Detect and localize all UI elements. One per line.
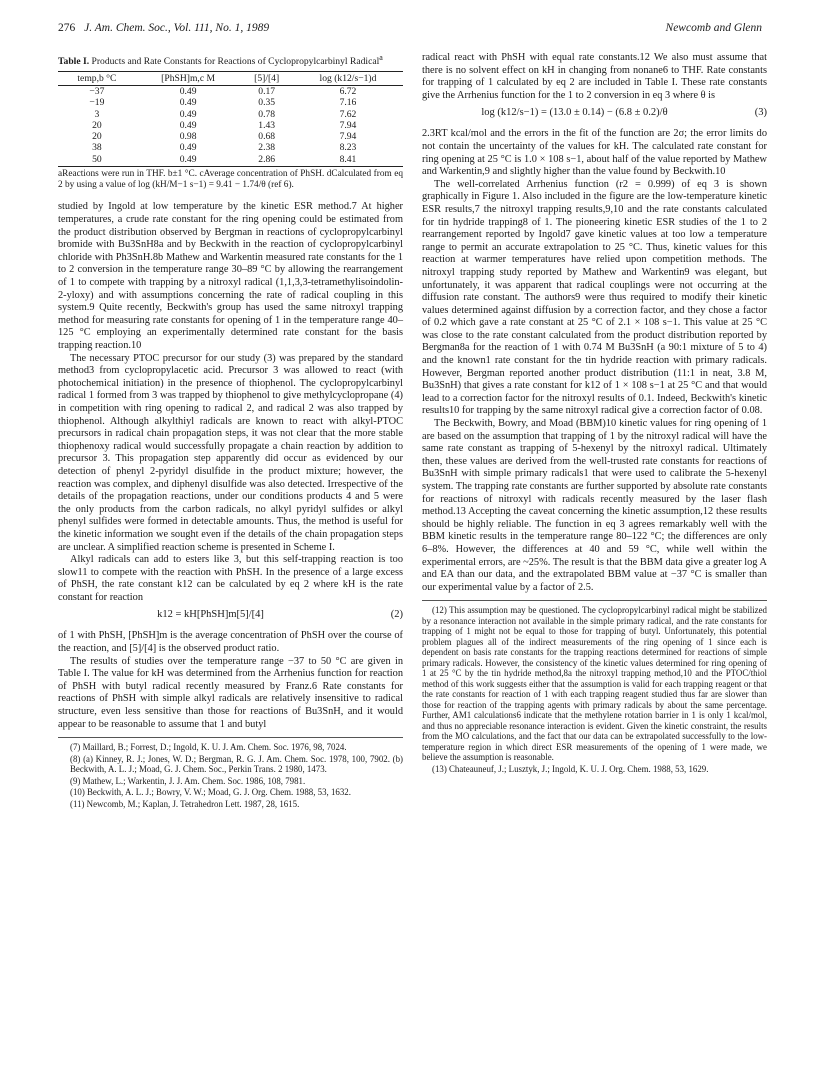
journal-citation: J. Am. Chem. Soc., Vol. 111, No. 1, 1989 bbox=[84, 22, 270, 34]
table-cell: 8.23 bbox=[339, 142, 357, 154]
page-number: 276 bbox=[58, 22, 76, 34]
table-cell: 0.98 bbox=[179, 131, 197, 143]
body-paragraph: The necessary PTOC precursor for our study (3) was prepared by the standard method3 from cyclopropylacetic acid. Precursor 3 was allowed to react (with photochemical initiation) in the presence of thiophenol. The cyclopropylcarbinyl radical 1 formed from 3 was trapped by thiophenol to give methylcyclopropane (4) in competition with ring opening to radical 2, and radical 2 was also trapped by thiophenol. Although alkylthiyl radicals are known to react with alkyl-PTOC precursors in radical chain propagation steps, it was not clear that the more stable thiophenoxy radical would successfully propagate a chain reaction by addition to precursor 3. This propagation step apparently did occur as evidenced by our detection of phenyl 2-pyridyl disulfide in the product mixture; however, the reaction was complex, and diphenyl disulfide was also detected. Irrespective of the details of the propagation reactions, under our conditions products 4 and 5 were the only products from the carbon radicals, no alkyl pyridyl sulfides or alkyl phenyl sulfides were formed in detectable amounts. Thus, the method is useful for the kinetic information we sought even if the details of the chain propagation steps are unclear. A simplified reaction scheme is presented in Scheme I. bbox=[58, 352, 403, 553]
table-title-mark: a bbox=[379, 53, 383, 62]
references-right bbox=[422, 600, 767, 774]
reference-item: (9) Mathew, L.; Warkentin, J. J. Am. Chem. Soc. 1986, 108, 7981. bbox=[70, 775, 306, 786]
table-row bbox=[58, 154, 403, 167]
table-cell: 0.35 bbox=[258, 97, 276, 109]
table-row bbox=[58, 109, 403, 120]
table-cell: 20 bbox=[92, 131, 102, 143]
reference-item: (10) Beckwith, A. L. J.; Bowry, V. W.; Moad, G. J. Org. Chem. 1988, 53, 1632. bbox=[70, 787, 351, 798]
right-column bbox=[422, 52, 767, 775]
reference-item: (12) This assumption may be questioned. The cyclopropylcarbinyl radical might be stabilized by a resonance interaction not available in the simple primary radical, and the rate constants for trapping of 1 might not be equal to those for trapping of butyl. Unfortunately, this potential problem plagues all of the indirect measurements of the ring opening of 1 since each is dependent on basis rate constants for the trapping reactions determined for reactions of simple primary radicals. However, the consistency of the kinetic values determined for ring opening of 1 at 25 °C by the tin hydride method,8a the nitroxyl trapping method,10 and the PTOC/thiol method of this work suggests either that the assumption is valid for each trapping reagent or that the rate constants for reaction of 1 with each trapping reagent studied thus far are slower than those for reaction of the trapping agents with primary radicals by about the same percentage. Further, AM1 calculations6 indicate that the methylene rotation barrier in 1 is only 1 kcal/mol, and thus no appreciable resonance interaction is evident. Given the kinetic constraint, the results from the MO calculations, and the fact that our data can be extrapolated successfully to the low-temperature region in which direct ESR measurements of the opening of 1 were made, we believe the assumption is reasonable. bbox=[422, 605, 767, 763]
reference-item: (7) Maillard, B.; Forrest, D.; Ingold, K. U. J. Am. Chem. Soc. 1976, 98, 7024. bbox=[70, 742, 347, 753]
equation-3-number: (3) bbox=[754, 107, 767, 119]
table-cell: 0.78 bbox=[258, 108, 276, 120]
table-footnotes: aReactions were run in THF. b±1 °C. cAverage concentration of PhSH. dCalculated from eq 2 by using a value of log (kH/M−1 s−1) = 9.41 − 1.74/θ (ref 6). bbox=[58, 169, 403, 191]
equation-2 bbox=[58, 609, 403, 625]
equation-3-expression: log (k12/s−1) = (13.0 ± 0.14) − (6.8 ± 0.2)/θ bbox=[481, 107, 668, 119]
table-title-text: Products and Rate Constants for Reactions of Cyclopropylcarbinyl Radical bbox=[91, 56, 380, 68]
table-row bbox=[58, 142, 403, 153]
body-paragraph: studied by Ingold at low temperature by the kinetic ESR method.7 At higher temperatures, a crude rate constant for the ring opening could be estimated from the product distribution observed by Bergman in reactions of cyclopropylcarbinyl bromide with Bu3SnH8a and by Beckwith in the reaction of cyclopropylcarbinyl chloride with Ph3SnH.8b Mathew and Warkentin measured rate constants for the 1 to 2 conversion in the temperature range 30–89 °C by allowing the rearrangement of 1 to compete with trapping by a nitroxyl radical (1,1,3,3-tetramethylisoindolin-2-yloxy) and with assumptions concerning the rate of radical coupling in this system.9 Quite recently, Beckwith's group has used the same nitroxyl trapping method for measuring rate constants for opening of 1 in the temperature range 40–125 °C employing an experimentally determined rate constant for the basis trapping reaction.10 bbox=[58, 201, 403, 351]
equation-2-expression: k12 = kH[PhSH]m[5]/[4] bbox=[157, 609, 264, 621]
col-header-temp: temp,b °C bbox=[58, 71, 136, 85]
table-cell: 2.86 bbox=[240, 154, 293, 167]
reference-item: (13) Chateauneuf, J.; Lusztyk, J.; Ingold, K. U. J. Org. Chem. 1988, 53, 1629. bbox=[432, 763, 709, 774]
table-cell: 0.49 bbox=[179, 85, 197, 97]
references-left bbox=[58, 737, 403, 809]
table-row bbox=[58, 120, 403, 131]
table-cell: 0.68 bbox=[258, 131, 276, 143]
table-cell: 0.49 bbox=[179, 142, 197, 154]
rate-constants-table bbox=[58, 71, 403, 167]
author-names: Newcomb and Glenn bbox=[665, 22, 762, 34]
table-label: Table I. bbox=[58, 56, 90, 68]
col-header-phsh: [PhSH]m,c M bbox=[136, 71, 241, 85]
table-cell: 0.49 bbox=[179, 119, 197, 131]
col-header-ratio: [5]/[4] bbox=[240, 71, 293, 85]
table-cell: 7.94 bbox=[339, 131, 357, 143]
body-paragraph: of 1 with PhSH, [PhSH]m is the average concentration of PhSH over the course of the reaction, and [5]/[4] is the observed product ratio. bbox=[58, 630, 403, 655]
table-cell: 50 bbox=[58, 154, 136, 167]
reference-item: (11) Newcomb, M.; Kaplan, J. Tetrahedron Lett. 1987, 28, 1615. bbox=[70, 798, 300, 809]
table-cell: 8.41 bbox=[293, 154, 403, 167]
table-row bbox=[58, 97, 403, 108]
table-cell: 20 bbox=[92, 119, 102, 131]
table-cell: −19 bbox=[89, 97, 105, 109]
table-cell: 7.62 bbox=[339, 108, 357, 120]
body-paragraph: radical react with PhSH with equal rate constants.12 We also must assume that there is no solvent effect on kH in changing from nonane6 to THF. Rate constants for trapping of 1 calculated by eq 2 are included in Table I. These rate constants give the Arrhenius function for the 1 to 2 conversion in eq 3 where θ is bbox=[422, 52, 767, 101]
table-row bbox=[58, 131, 403, 142]
table-row bbox=[58, 85, 403, 97]
col-header-logk: log (k12/s−1)d bbox=[293, 71, 403, 85]
equation-3 bbox=[422, 107, 767, 123]
table-cell: 0.49 bbox=[136, 154, 241, 167]
table-cell: 0.49 bbox=[179, 108, 197, 120]
table-cell: 0.17 bbox=[258, 85, 276, 97]
table-cell: 6.72 bbox=[339, 85, 357, 97]
table-cell: 7.94 bbox=[339, 119, 357, 131]
body-paragraph: 2.3RT kcal/mol and the errors in the fit of the function are 2σ; the error limits do not contain the uncertainty of the values for kH. The calculated rate constant for ring opening at 25 °C is 1.0 × 108 s−1, about half of the value reported by Mathew and Warkentin,9 and slightly higher than the value found by Beckwith.10 bbox=[422, 128, 767, 178]
table-cell: 7.16 bbox=[339, 97, 357, 109]
left-column bbox=[58, 52, 403, 810]
equation-2-number: (2) bbox=[390, 609, 403, 621]
table-header-row bbox=[58, 71, 403, 85]
table-cell: 0.49 bbox=[179, 97, 197, 109]
body-paragraph: The well-correlated Arrhenius function (r2 = 0.999) of eq 3 is shown graphically in Figure 1. Also included in the figure are the low-temperature kinetic ESR results,7 the nitroxyl trapping results,9,10 and the rate constants calculated for tin hydride trapping8 of 1. The pioneering kinetic ESR studies of the 1 to 2 rearrangement reported by Ingold7 gave kinetic values at too low a temperature range to permit an accurate extrapolation to 25 °C. Thus, kinetic values for this reaction at warmer temperatures have relied upon competition methods. The nitroxyl trapping study reported by Mathew and Warkentin9 was elegant, but unfortunately, it was apparent that radical couplings were not occurring at the diffusion rate constant. The authors9 were thus required to modify their kinetic values determined against diffusion by a correction factor, and they chose a factor of 0.2 which gave a rate constant at 25 °C of 2.1 × 108 s−1. This value at 25 °C was close to the rate constant calculated from the product distribution reported by Bergman8a for the reaction of 1 with 0.74 M Bu3SnH (a 90:1 mixture of 5 to 4) and the known1 rate constant for the tin hydride reaction with primary radicals. However, Bergman reported another product distribution (11:1 in neat, 3.8 M, Bu3SnH) that gives a rate constant for k12 of 1 × 108 s−1 at 25 °C and that would lead to a correction factor for the nitroxyl results of 0.1. Indeed, Beckwith's kinetic results10 for trapping by the same nitroxyl radical give a correction factor of 0.08. bbox=[422, 178, 767, 417]
table-caption bbox=[58, 52, 403, 68]
body-paragraph: The Beckwith, Bowry, and Moad (BBM)10 kinetic values for ring opening of 1 are based on the assumption that trapping of 1 by the nitroxyl radical will have the same rate constant as trapping of 5-hexenyl by the nitroxyl radical. Ultimately then, these values are derived from the well-trusted rate constants for reactions of Bu3SnH with simple primary radicals1 that were used to calibrate the 5-hexenyl system. The trapping rate constants are further supported by absolute rate constants for reactions of nitroxyl with radicals recently measured by the laser flash method.13 Accepting the caveat concerning the kinetic assumption,12 these results should be highly reliable. The function in eq 3 agrees remarkably well with the BBM kinetic results in the temperature range 80–122 °C; the differences are only 6–8%. However, the differences at 40 and 59 °C, while well within the experimental errors, are ~25%. The result is that the BBM data give a greater log A and EA than our data, and the extrapolated BBM value at −37 °C is smaller than our experimental value by a factor of 2.5. bbox=[422, 418, 767, 593]
body-paragraph: Alkyl radicals can add to esters like 3, but this self-trapping reaction is too slow11 to compete with the reaction with PhSH. In the presence of a large excess of PhSH, the rate constant k12 can be calculated by eq 2 where kH is the rate constant for reaction bbox=[58, 554, 403, 603]
body-paragraph: The results of studies over the temperature range −37 to 50 °C are given in Table I. The value for kH was determined from the Arrhenius function for reaction of PhSH with butyl radical recently measured by Franz.6 Rate constants for reactions of PhSH with simple alkyl radicals are relatively insensitive to radical structure, even less sensitive than those for reactions of Bu3SnH, and it would appear to be reasonable to assume that 1 and butyl bbox=[58, 655, 403, 730]
table-cell: 2.38 bbox=[258, 142, 276, 154]
table-cell: −37 bbox=[89, 85, 105, 97]
running-head bbox=[58, 22, 762, 38]
table-cell: 1.43 bbox=[258, 119, 276, 131]
table-cell: 3 bbox=[94, 108, 100, 120]
reference-item: (8) (a) Kinney, R. J.; Jones, W. D.; Bergman, R. G. J. Am. Chem. Soc. 1978, 100, 7902. (b) Beckwith, A. L. J.; Moad, G. J. Chem. Soc., Perkin Trans. 2 1980, 1473. bbox=[70, 753, 403, 775]
table-cell: 38 bbox=[92, 142, 102, 154]
